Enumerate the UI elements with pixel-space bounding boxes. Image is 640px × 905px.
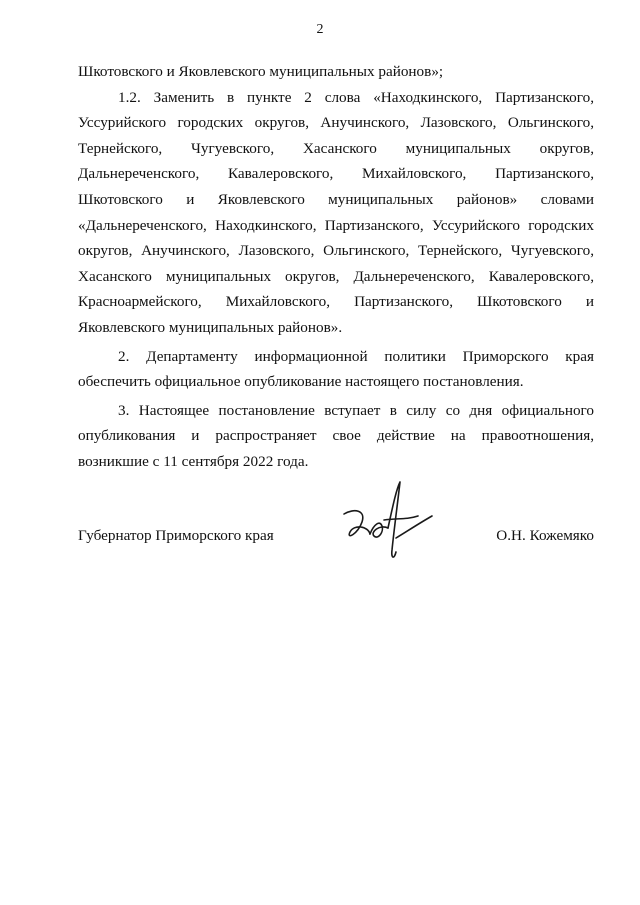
paragraph-item-3: 3. Настоящее постановление вступает в силу со дня официального опубликования и распространяет свое действие на правоотношения, возникшие с 11 сентября 2022 года. — [78, 401, 594, 470]
signature-stroke-2 — [370, 523, 388, 537]
signature-stroke-1 — [344, 511, 370, 536]
signature-stroke-4 — [384, 516, 418, 520]
handwritten-signature — [340, 480, 440, 564]
document-body — [78, 59, 594, 475]
page-number: 2 — [316, 22, 324, 37]
paragraph-item-1-2: 1.2. Заменить в пункте 2 слова «Находкинского, Партизанского, Уссурийского городских округов, Анучинского, Лазовского, Ольгинского, Тернейского, Чугуевского, Хасанского муниципальных округов, Дальнереченского, Кавалеровского, Михайловского, Партизанского, Шкотовского и Яковлевского муниципальных районов» словами «Дальнереченского, Находкинского, Партизанского, Уссурийского городских округов, Анучинского, Лазовского, Ольгинского, Тернейского, Чугуевского, Хасанского муниципальных округов, Дальнереченского, Кавалеровского, Красноармейского, Михайловского, Партизанского, Шкотовского и Яковлевского муниципальных районов». — [78, 88, 594, 336]
signature-row — [78, 480, 594, 570]
paragraph-item-2: 2. Департаменту информационной политики Приморского края обеспечить официальное опубликование настоящего постановления. — [78, 347, 594, 391]
signer-name: О.Н. Кожемяко — [496, 527, 594, 544]
signer-title: Губернатор Приморского края — [78, 527, 274, 544]
paragraph-continuation: Шкотовского и Яковлевского муниципальных районов»; — [78, 63, 444, 80]
